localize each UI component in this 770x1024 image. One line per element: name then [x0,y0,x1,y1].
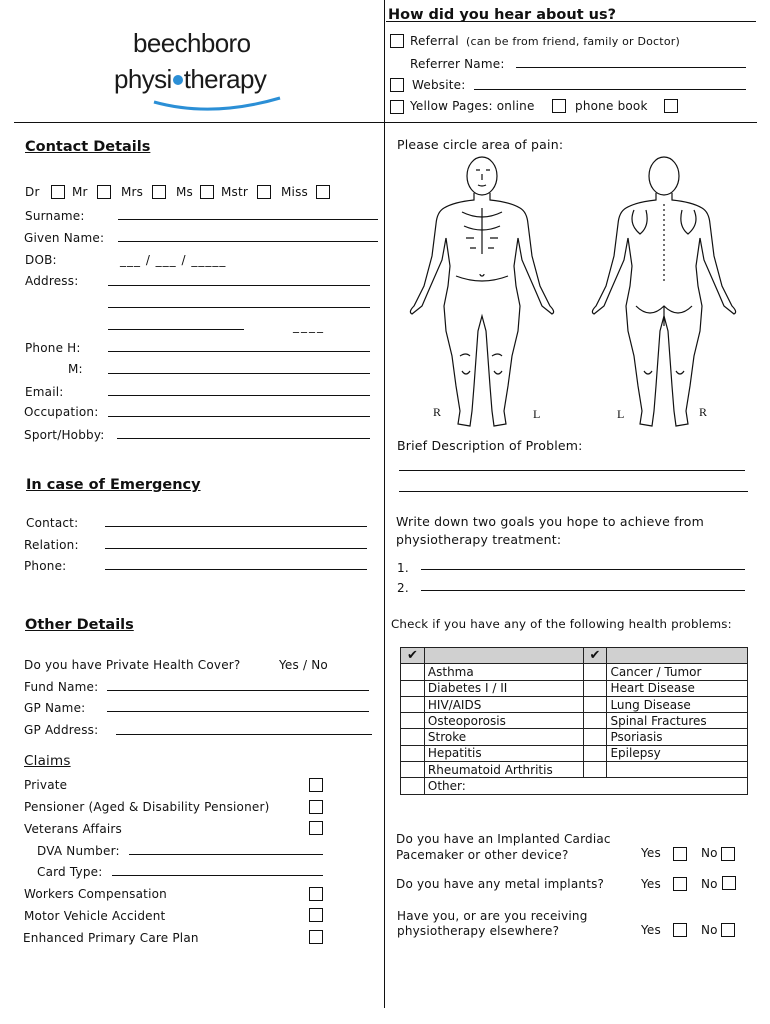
yellow-pages-checkbox[interactable] [390,100,404,114]
back-l-label: L [617,407,625,421]
logo [112,28,292,118]
pacemaker-yes-checkbox[interactable] [673,847,687,861]
check-cell[interactable] [401,664,425,680]
referral-note: (can be from friend, family or Doctor) [466,35,680,48]
metal-implants-question: Do you have any metal implants? [396,877,605,891]
health-problems-table [400,647,748,795]
gp-address-label: GP Address: [24,723,99,737]
goal-1-number: 1. [397,561,409,575]
sport-label: Sport/Hobby: [24,428,105,442]
title-ms-label: Ms [176,185,194,199]
logo-line1: beechboro [133,28,251,58]
check-cell[interactable] [583,696,607,712]
title-miss-checkbox[interactable] [316,185,330,199]
title-dr-label: Dr [25,185,40,199]
elsewhere-question-line2: physiotherapy elsewhere? [397,924,560,938]
tick-header-icon: ✔ [583,648,607,664]
website-field[interactable] [474,89,746,90]
check-cell[interactable] [583,680,607,696]
phone-h-field[interactable] [108,351,370,352]
claim-pensioner-label: Pensioner (Aged & Disability Pensioner) [24,800,270,814]
claims-title: Claims [24,753,71,769]
yellow-pages-label: Yellow Pages: online [410,99,535,113]
given-name-label: Given Name: [24,231,105,245]
goal-1-field[interactable] [421,569,745,570]
emergency-title: In case of Emergency [26,477,201,493]
condition-label: Cancer / Tumor [607,664,748,680]
metal-implants-yes-checkbox[interactable] [673,877,687,891]
emergency-contact-label: Contact: [26,516,79,530]
dob-label: DOB: [25,253,57,267]
online-checkbox[interactable] [552,99,566,113]
card-type-field[interactable] [112,875,323,876]
elsewhere-yes-label: Yes [641,923,661,937]
metal-implants-no-checkbox[interactable] [722,876,736,890]
goals-prompt-line1: Write down two goals you hope to achieve from [396,514,705,529]
title-mstr-label: Mstr [221,185,249,199]
claim-motor-label: Motor Vehicle Accident [24,909,166,923]
condition-label: Asthma [424,664,583,680]
referral-label: Referral [410,34,459,48]
pacemaker-question-line2: Pacemaker or other device? [396,848,569,862]
emergency-contact-field[interactable] [105,526,367,527]
gp-name-field[interactable] [107,711,369,712]
fund-name-label: Fund Name: [24,680,99,694]
table-row [401,762,748,778]
check-cell[interactable] [401,680,425,696]
title-mrs-label: Mrs [121,185,144,199]
table-row [401,696,748,712]
condition-label: Hepatitis [424,745,583,761]
check-cell[interactable] [401,762,425,778]
phone-m-label: M: [68,362,83,376]
elsewhere-yes-checkbox[interactable] [673,923,687,937]
body-front-figure[interactable] [404,156,564,432]
logo-dot-icon [173,75,183,85]
goals-prompt-line2: physiotherapy treatment: [396,532,562,547]
claim-pensioner-checkbox[interactable] [309,800,323,814]
tick-header-icon: ✔ [401,648,425,664]
surname-field[interactable] [118,219,378,220]
referrer-name-label: Referrer Name: [410,57,505,71]
brief-description-line-1[interactable] [399,470,745,471]
header-blank [607,648,748,664]
claim-private-label: Private [24,778,68,792]
referral-checkbox[interactable] [390,34,404,48]
phone-m-field[interactable] [108,373,370,374]
table-row [401,680,748,696]
table-row [401,729,748,745]
dob-field[interactable]: ___ / ___ / _____ [120,253,227,267]
private-cover-question: Do you have Private Health Cover? [24,658,241,672]
emergency-phone-field[interactable] [105,569,367,570]
top-divider [14,122,757,123]
condition-label: Heart Disease [607,680,748,696]
goal-2-number: 2. [397,581,409,595]
dva-number-label: DVA Number: [37,844,120,858]
emergency-phone-label: Phone: [24,559,67,573]
title-miss-label: Miss [281,185,308,199]
emergency-relation-label: Relation: [24,538,79,552]
check-cell[interactable] [401,745,425,761]
back-r-label: R [699,405,708,419]
brief-description-line-2[interactable] [399,491,748,492]
front-r-label: R [433,405,442,419]
claim-workers-checkbox[interactable] [309,887,323,901]
table-header-row [401,648,748,664]
card-type-label: Card Type: [37,865,103,879]
check-cell[interactable] [401,729,425,745]
given-name-field[interactable] [118,241,378,242]
postcode-field[interactable]: ____ [293,319,325,333]
elsewhere-no-checkbox[interactable] [721,923,735,937]
pacemaker-question-line1: Do you have an Implanted Cardiac [396,832,611,846]
hear-title: How did you hear about us? [388,7,617,23]
claim-enhanced-label: Enhanced Primary Care Plan [23,931,199,945]
occupation-field[interactable] [108,416,370,417]
title-mrs-checkbox[interactable] [152,185,166,199]
check-cell[interactable] [401,696,425,712]
condition-label: Stroke [424,729,583,745]
occupation-label: Occupation: [24,405,99,419]
header-blank [424,648,583,664]
title-mr-checkbox[interactable] [97,185,111,199]
pacemaker-no-checkbox[interactable] [721,847,735,861]
title-dr-checkbox[interactable] [51,185,65,199]
condition-label: HIV/AIDS [424,696,583,712]
claim-workers-label: Workers Compensation [24,887,167,901]
check-cell[interactable] [583,729,607,745]
claim-enhanced-checkbox[interactable] [309,930,323,944]
title-mstr-checkbox[interactable] [257,185,271,199]
check-cell[interactable] [401,713,425,729]
gp-address-field[interactable] [116,734,372,735]
check-cell[interactable] [401,778,425,794]
phone-book-checkbox[interactable] [664,99,678,113]
email-field[interactable] [108,395,370,396]
claim-private-checkbox[interactable] [309,778,323,792]
metal-implants-no-label: No [701,877,718,891]
condition-label [607,762,748,778]
brief-description-label: Brief Description of Problem: [397,438,583,453]
table-row [401,745,748,761]
elsewhere-no-label: No [701,923,718,937]
check-cell[interactable] [583,762,607,778]
pain-title: Please circle area of pain: [397,137,564,152]
referrer-name-field[interactable] [516,67,746,68]
logo-line2b: therapy [183,64,267,94]
claim-veterans-checkbox[interactable] [309,821,323,835]
metal-implants-yes-label: Yes [641,877,661,891]
title-mr-label: Mr [72,185,88,199]
title-ms-checkbox[interactable] [200,185,214,199]
address-label: Address: [25,274,79,288]
table-row-other [401,778,748,794]
condition-label: Rheumatoid Arthritis [424,762,583,778]
table-row [401,713,748,729]
body-back-figure[interactable] [586,156,746,432]
column-divider [384,0,385,1008]
pacemaker-yes-label: Yes [641,846,661,860]
logo-line2a: physi [114,64,172,94]
website-label: Website: [412,78,466,92]
goal-2-field[interactable] [421,590,745,591]
front-l-label: L [533,407,541,421]
check-cell[interactable] [583,664,607,680]
gp-name-label: GP Name: [24,701,86,715]
sport-field[interactable] [117,438,370,439]
other-title: Other Details [25,617,134,633]
condition-label: Spinal Fractures [607,713,748,729]
claim-veterans-label: Veterans Affairs [24,822,123,836]
email-label: Email: [25,385,64,399]
table-row [401,664,748,680]
health-title: Check if you have any of the following health problems: [391,617,732,631]
claim-motor-checkbox[interactable] [309,908,323,922]
address-line-1[interactable] [108,285,370,286]
other-condition-field[interactable]: Other: [424,778,747,794]
hear-title-underline [386,21,756,22]
condition-label: Diabetes I / II [424,680,583,696]
phone-h-label: Phone H: [25,341,81,355]
emergency-relation-field[interactable] [105,548,367,549]
private-cover-yes-no[interactable]: Yes / No [279,658,328,672]
surname-label: Surname: [25,209,85,223]
address-line-2[interactable] [108,307,370,308]
fund-name-field[interactable] [107,690,369,691]
condition-label: Osteoporosis [424,713,583,729]
pacemaker-no-label: No [701,846,718,860]
condition-label: Lung Disease [607,696,748,712]
condition-label: Psoriasis [607,729,748,745]
address-line-3[interactable] [108,329,244,330]
website-checkbox[interactable] [390,78,404,92]
phone-book-label: phone book [575,99,648,113]
logo-swoosh-icon [152,96,282,116]
dva-number-field[interactable] [129,854,323,855]
elsewhere-question-line1: Have you, or are you receiving [397,909,588,923]
check-cell[interactable] [583,713,607,729]
check-cell[interactable] [583,745,607,761]
condition-label: Epilepsy [607,745,748,761]
contact-title: Contact Details [25,139,151,155]
